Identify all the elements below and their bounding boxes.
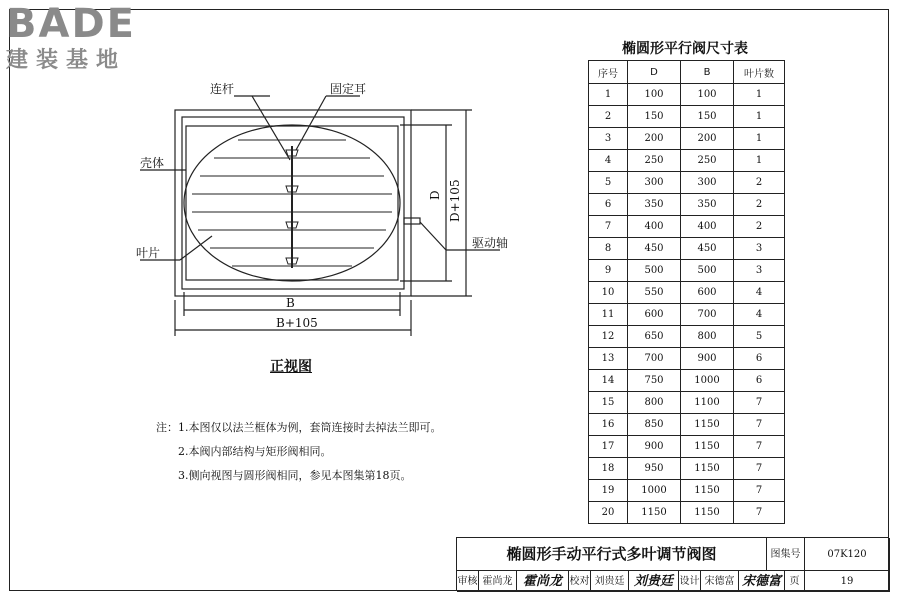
table-cell: 2 [734,194,785,216]
dim-b-label: B [286,296,295,310]
review-label: 审核 [457,571,479,592]
checker-signature: 刘贵廷 [629,571,679,592]
table-cell: 3 [734,260,785,282]
drive-shaft-label: 驱动轴 [472,236,509,250]
table-row [589,370,785,392]
table-cell: 4 [589,150,628,172]
table-cell: 850 [628,414,681,436]
logo-text: BADE [6,1,136,47]
table-cell: 6 [589,194,628,216]
dim-b105-label: B+105 [276,316,318,330]
table-cell: 4 [734,304,785,326]
reviewer-name: 霍尚龙 [479,571,517,592]
table-cell: 6 [734,370,785,392]
table-cell: 17 [589,436,628,458]
table-row [589,392,785,414]
table-cell: 600 [628,304,681,326]
designer-name: 宋德富 [701,571,739,592]
table-cell: 12 [589,326,628,348]
table-row [589,238,785,260]
table-cell: 600 [681,282,734,304]
table-cell: 1150 [681,436,734,458]
table-row [589,150,785,172]
table-cell: 11 [589,304,628,326]
title-block [456,537,889,591]
design-label: 设计 [679,571,701,592]
table-cell: 2 [734,172,785,194]
col-header-blades: 叶片数 [734,61,785,84]
atlas-label: 图集号 [767,538,805,571]
table-cell: 150 [681,106,734,128]
table-cell: 2 [589,106,628,128]
blade-label: 叶片 [136,246,161,260]
table-cell: 1 [734,150,785,172]
table-cell: 700 [628,348,681,370]
table-cell: 900 [681,348,734,370]
notes-block [156,416,442,488]
check-label: 校对 [569,571,591,592]
table-cell: 900 [628,436,681,458]
table-cell: 19 [589,480,628,502]
note-line: 注：1.本图仅以法兰框体为例，套筒连接时去掉法兰即可。 [156,421,442,434]
table-row [589,172,785,194]
table-cell: 100 [681,84,734,106]
table-row [589,304,785,326]
table-cell: 500 [681,260,734,282]
table-cell: 300 [681,172,734,194]
table-cell: 20 [589,502,628,524]
table-cell: 5 [734,326,785,348]
table-cell: 1150 [681,458,734,480]
page-label: 页 [785,571,805,592]
table-header-row [589,61,785,84]
table-cell: 2 [734,216,785,238]
table-cell: 7 [734,392,785,414]
table-cell: 13 [589,348,628,370]
table-cell: 400 [681,216,734,238]
table-cell: 200 [628,128,681,150]
front-view-title: 正视图 [270,359,312,375]
size-table [588,60,785,524]
table-cell: 350 [681,194,734,216]
table-cell: 1000 [628,480,681,502]
col-header-b: B [681,61,734,84]
col-header-no: 序号 [589,61,628,84]
table-row [589,348,785,370]
link-rod-label: 连杆 [210,82,235,96]
table-cell: 6 [734,348,785,370]
table-cell: 15 [589,392,628,414]
table-cell: 9 [589,260,628,282]
table-cell: 10 [589,282,628,304]
table-cell: 700 [681,304,734,326]
table-cell: 7 [734,480,785,502]
table-row [589,194,785,216]
table-row [589,436,785,458]
table-cell: 7 [589,216,628,238]
atlas-number: 07K120 [805,538,890,571]
table-cell: 550 [628,282,681,304]
table-cell: 950 [628,458,681,480]
table-row [589,502,785,524]
size-table-title: 椭圆形平行阀尺寸表 [622,41,748,57]
table-row [589,282,785,304]
table-cell: 650 [628,326,681,348]
table-cell: 1 [734,106,785,128]
table-cell: 300 [628,172,681,194]
table-cell: 4 [734,282,785,304]
notes-prefix: 注： [156,421,178,434]
table-cell: 800 [628,392,681,414]
reviewer-signature: 霍尚龙 [517,571,569,592]
table-cell: 1 [589,84,628,106]
table-cell: 450 [681,238,734,260]
table-cell: 16 [589,414,628,436]
table-cell: 7 [734,436,785,458]
table-row [589,326,785,348]
table-row [589,480,785,502]
table-cell: 800 [681,326,734,348]
table-row [589,414,785,436]
drive-shaft [404,218,420,224]
table-cell: 3 [589,128,628,150]
table-cell: 1150 [681,502,734,524]
table-cell: 1100 [681,392,734,414]
drawing-title: 椭圆形手动平行式多叶调节阀图 [457,538,767,571]
shell-label: 壳体 [140,156,165,170]
table-cell: 400 [628,216,681,238]
table-cell: 1 [734,128,785,150]
table-cell: 3 [734,238,785,260]
checker-name: 刘贵廷 [591,571,629,592]
table-cell: 1150 [681,414,734,436]
table-cell: 14 [589,370,628,392]
page-number: 19 [805,571,890,592]
table-row [589,458,785,480]
table-cell: 150 [628,106,681,128]
table-cell: 350 [628,194,681,216]
table-cell: 5 [589,172,628,194]
table-row [589,84,785,106]
table-cell: 8 [589,238,628,260]
note-line: 3.侧向视图与圆形阀相同，参见本图集第18页。 [178,469,412,482]
designer-signature: 宋德富 [739,571,785,592]
table-cell: 7 [734,458,785,480]
table-cell: 100 [628,84,681,106]
table-cell: 500 [628,260,681,282]
col-header-d: D [628,61,681,84]
table-cell: 18 [589,458,628,480]
table-cell: 450 [628,238,681,260]
table-row [589,216,785,238]
logo-subtitle: 建装基地 [6,48,127,73]
table-cell: 200 [681,128,734,150]
table-cell: 7 [734,414,785,436]
dim-d105-label: D+105 [448,179,462,222]
table-row [589,106,785,128]
table-cell: 250 [628,150,681,172]
dim-d-label: D [428,190,442,200]
table-cell: 750 [628,370,681,392]
fixed-ear-label: 固定耳 [330,82,367,96]
table-cell: 250 [681,150,734,172]
table-cell: 1150 [681,480,734,502]
note-line: 2.本阀内部结构与矩形阀相同。 [178,445,332,458]
table-cell: 7 [734,502,785,524]
table-row [589,128,785,150]
table-row [589,260,785,282]
table-cell: 1000 [681,370,734,392]
table-cell: 1 [734,84,785,106]
table-cell: 1150 [628,502,681,524]
